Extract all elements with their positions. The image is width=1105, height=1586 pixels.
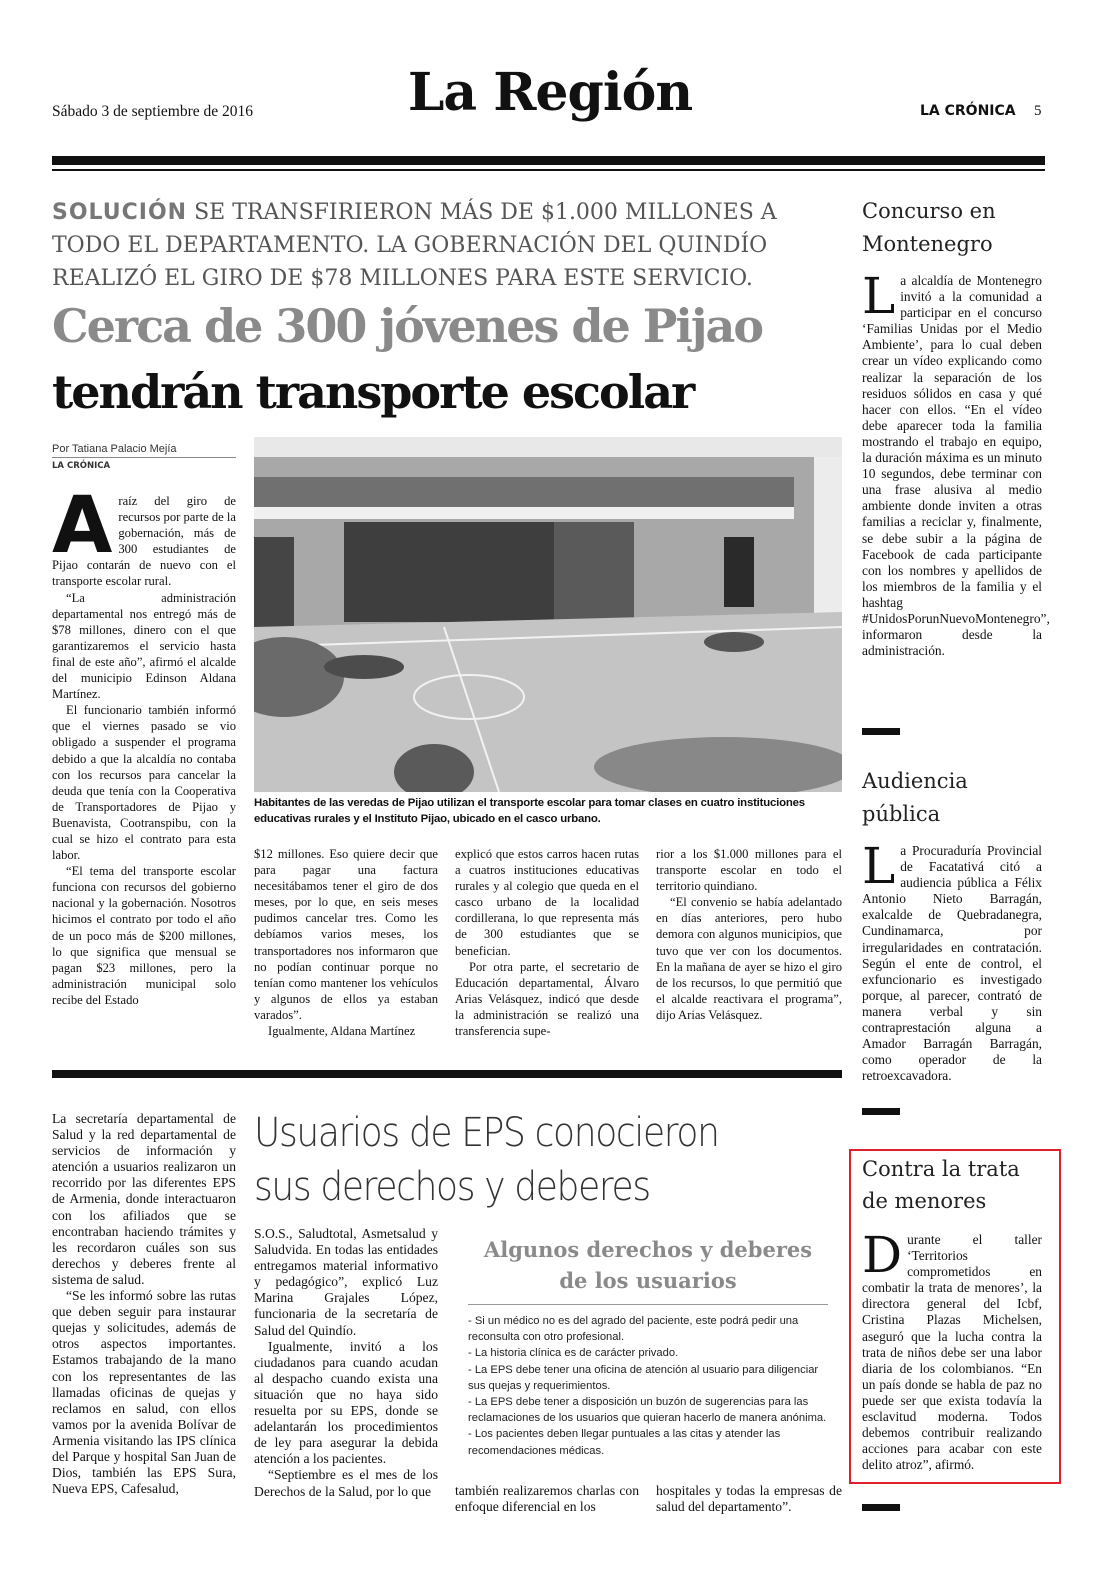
drop-cap-l-2: L: [862, 837, 896, 895]
main-col4-p1: rior a los $1.000 millones para el transporte escolar en todo el territorio quindiano.: [656, 847, 842, 894]
sidebar-title-trata: Contra la trata de menores: [862, 1157, 1020, 1213]
story-deck-text: SE TRANSFIRIERON MÁS DE $1.000 MILLONES A TODO EL DEPARTAMENTO. LA GOBERNACIÓN DEL QUINDÍO REALIZÓ EL GIRO DE $78 MILLONES PARA ESTE SERVICIO.: [52, 200, 777, 291]
sidebar-title-montenegro: Concurso en Montenegro: [862, 199, 996, 256]
main-col-2: [254, 846, 438, 1039]
rights-item: - La EPS debe tener una oficina de atención al usuario para diligenciar sus quejas y requerimientos.: [468, 1363, 819, 1392]
rights-item: - La EPS debe tener a disposición un buzón de sugerencias para las reclamaciones de los usuarios que quieran hacerlo de manera anónima.: [468, 1396, 827, 1425]
sidebar-rule-3: [862, 1504, 900, 1511]
drop-cap-d: D: [862, 1226, 903, 1284]
story-deck: [52, 196, 842, 295]
sidebar-col-montenegro: [862, 267, 1050, 659]
rights-box: [468, 1234, 828, 1459]
drop-cap-l-1: L: [862, 267, 896, 325]
eps-col2-p1: S.O.S., Saludtotal, Asmetsalud y Saludvida. En todas las entidades entregamos material informativo y pedagógico”, explicó Luz Marina Grajales López, funcionaria de la secretaría de Salud del Quindío.: [254, 1226, 438, 1338]
section-title: La Región: [407, 62, 693, 123]
eps-col2-p2: Igualmente, invitó a los ciudadanos para cuando acudan al despacho cuando exista una situación que no haya sido resuelta por su EPS, donde se adelantarán los procedimientos de ley para asegurar la debida atención a los pacientes.: [254, 1338, 438, 1467]
main-col1-p3: El funcionario también informó que el viernes pasado se vio obligado a suspender el programa debido a que la alcaldía no contaba con los recursos para cancelar la deuda que tenía con la Cooperativa de Transportadores de Pijao y Buenavista, Cootranspibu, con la cual se hizo el contrato para esta labor.: [52, 703, 236, 863]
main-col1-p2: “La administración departamental nos entregó más de $78 millones, dinero con el que garantizaremos el servicio hasta final de este año”, afirmó el alcalde del municipio Edinson Aldana Martínez.: [52, 590, 236, 702]
rights-item: - La historia clínica es de carácter privado.: [468, 1347, 679, 1360]
sidebar-col-audiencia: [862, 837, 1042, 1084]
sidebar-rule-2: [862, 1108, 900, 1115]
eps-col2-p3: “Septiembre es el mes de los Derechos de la Salud, por lo que: [254, 1467, 438, 1499]
rights-item: - Los pacientes deben llegar puntuales a las citas y atender las recomendaciones médicas.: [468, 1428, 781, 1457]
main-col2-p1: $12 millones. Eso quiere decir que para pagar una factura necesitábamos tener el giro de dos meses, por lo que, en seis meses pudimos cancelar tres. Como les debíamos varios meses, los transportadores nos informaron que no podían continuar porque no tenían como mantener los vehículos y algunos de ellos ya estaban varados”.: [254, 847, 438, 1022]
story-kicker: SOLUCIÓN: [52, 200, 188, 225]
eps-col-1: [52, 1111, 236, 1497]
header-rule-thick: [52, 156, 1045, 165]
byline: Por Tatiana Palacio Mejía: [52, 443, 177, 455]
page-number: 5: [1034, 103, 1042, 119]
sidebar-title-audiencia: Audiencia pública: [862, 769, 968, 826]
sidebar-rule-1: [862, 728, 900, 735]
rights-list: [468, 1313, 828, 1459]
headline-line-2: tendrán transporte escolar: [52, 365, 694, 419]
sidebar-col-trata: [862, 1226, 1042, 1473]
main-col4-p2: “El convenio se había adelantado en días anteriores, pero hubo demora con algunos municipios, que tuvo que ver con los documentos. En la mañana de ayer se hizo el giro de los recursos, lo que permitió que el alcalde reactivara el programa”, dijo Arias Velásquez.: [656, 895, 842, 1022]
sidebar-text-audiencia: a Procuraduría Provincial de Facatativá citó a audiencia pública a Félix Antonio Nieto Barragán, exalcalde de Quebradanegra, Cundinamarca, por irregularidades en contratación. Según el ente de control, el exfuncionario es investigado porque, al parecer, contrató de manera verbal y sin contraprestación alguna a Amador Barragán Barragán, como operador de la retroexcavadora.: [862, 843, 1042, 1084]
eps-col3-p1: también realizaremos charlas con enfoque diferencial en los: [455, 1483, 639, 1515]
headline-line-1: Cerca de 300 jóvenes de Pijao: [52, 299, 763, 353]
main-col2-p2: Igualmente, Aldana Martínez: [268, 1024, 416, 1039]
main-col-1: [52, 481, 236, 1008]
rights-box-title: Algunos derechos y deberes de los usuarios: [483, 1237, 813, 1293]
main-col3-p1: explicó que estos carros hacen rutas a cuatros instituciones educativas rurales y al colegio que queda en el casco urbano de la localidad cordillerana, lo que representa más de 300 estudiantes que se benefician.: [455, 847, 639, 958]
sidebar-text-trata: urante el taller ‘Territorios comprometidos en combatir la trata de menores’, la directora general del Icbf, Cristina Plazas Michelsen, aseguró que la lucha contra la trata de niños debe ser una labor diaria de los colombianos. “En un país donde se habla de paz no puede ser que exista todavía la esclavitud moderna. Todos debemos contribuir realizando acciones para acabar con este delito atroz”, afirmó.: [862, 1232, 1042, 1473]
drop-cap-a: A: [52, 481, 113, 571]
main-col-3: [455, 846, 639, 1039]
eps-headline-line-2: sus derechos y deberes: [254, 1164, 650, 1210]
paper-name: LA CRÓNICA: [920, 103, 1016, 119]
rights-box-rule: [468, 1304, 828, 1305]
eps-col-4: [656, 1483, 842, 1515]
main-col1-lead: raíz del giro de recursos por parte de la gobernación, más de 300 estudiantes de Pijao contarán de nuevo con el transporte escolar rural.: [52, 494, 236, 589]
story-photo: [254, 437, 842, 792]
issue-date: Sábado 3 de septiembre de 2016: [52, 103, 254, 120]
header-rule-thin: [52, 169, 1045, 171]
byline-source: LA CRÓNICA: [52, 461, 111, 471]
main-col3-p2: Por otra parte, el secretario de Educación departamental, Álvaro Arias Velásquez, indicó que desde la administración se realizó una transferencia supe-: [455, 959, 639, 1039]
sidebar-text-montenegro: a alcaldía de Montenegro invitó a la comunidad a participar en el concurso ‘Familias Unidas por el Medio Ambiente’, para lo cual deben crear un vídeo explicando como realizar la separación de los residuos sólidos en casa y qué hacer con ellos. “En el vídeo debe aparecer toda la familia mostrando el trabajo en equipo, la duración máxima es un minuto 10 segundos, debe terminar con una frase alusiva al medio ambiente donde inviten a otras familias a reciclar y, finalmente, se debe subir a la página de Facebook de cada participante con los nombres y apellidos de los miembros de la familia y el hashtag #UnidosPorunNuevoMontenegro”, informaron desde la administración.: [862, 273, 1050, 659]
story-divider: [52, 1070, 842, 1078]
main-col1-p4: “El tema del transporte escolar funciona con recursos del gobierno nacional y la gobernación. Nosotros hicimos el contrato por todo el año de un poco más de $200 millones, lo que significa que mensual se pagan $23 millones, pero la administración municipal solo recibe del Estado: [52, 864, 236, 1007]
schoolyard-photo: [254, 437, 842, 792]
byline-rule: [52, 457, 236, 458]
main-col-4: [656, 846, 842, 1023]
eps-col-2: [254, 1226, 438, 1500]
eps-col1-p1: La secretaría departamental de Salud y la red departamental de servicios de información y atención a usuarios realizaron un recorrido por las diferentes EPS de Armenia, donde interactuaron con los afiliados que se encontraban haciendo trámites y les recordaron cuáles son sus derechos y deberes frente al sistema de salud.: [52, 1111, 236, 1287]
rights-item: - Si un médico no es del agrado del paciente, este podrá pedir una reconsulta con otro profesional.: [468, 1315, 799, 1344]
eps-col4-p1: hospitales y todas la empresas de salud del departamento”.: [656, 1483, 842, 1515]
photo-caption: Habitantes de las veredas de Pijao utilizan el transporte escolar para tomar clases en cuatro instituciones educativas rurales y el Instituto Pijao, ubicado en el casco urbano.: [254, 797, 805, 825]
eps-col1-p2: “Se les informó sobre las rutas que deben seguir para instaurar quejas y solicitudes, además de otros aspectos importantes. Estamos trabajando de la mano con los representantes de las llamadas oficinas de quejas y reclamos en salud, con ellos vamos por la avenida Bolívar de Armenia visitando las IPS clínica del Parque y hospital San Juan de Dios, también las EPS Sura, Nueva EPS, Cafesalud,: [52, 1288, 236, 1497]
eps-headline-line-1: Usuarios de EPS conocieron: [254, 1110, 719, 1156]
eps-col-3: [455, 1483, 639, 1515]
